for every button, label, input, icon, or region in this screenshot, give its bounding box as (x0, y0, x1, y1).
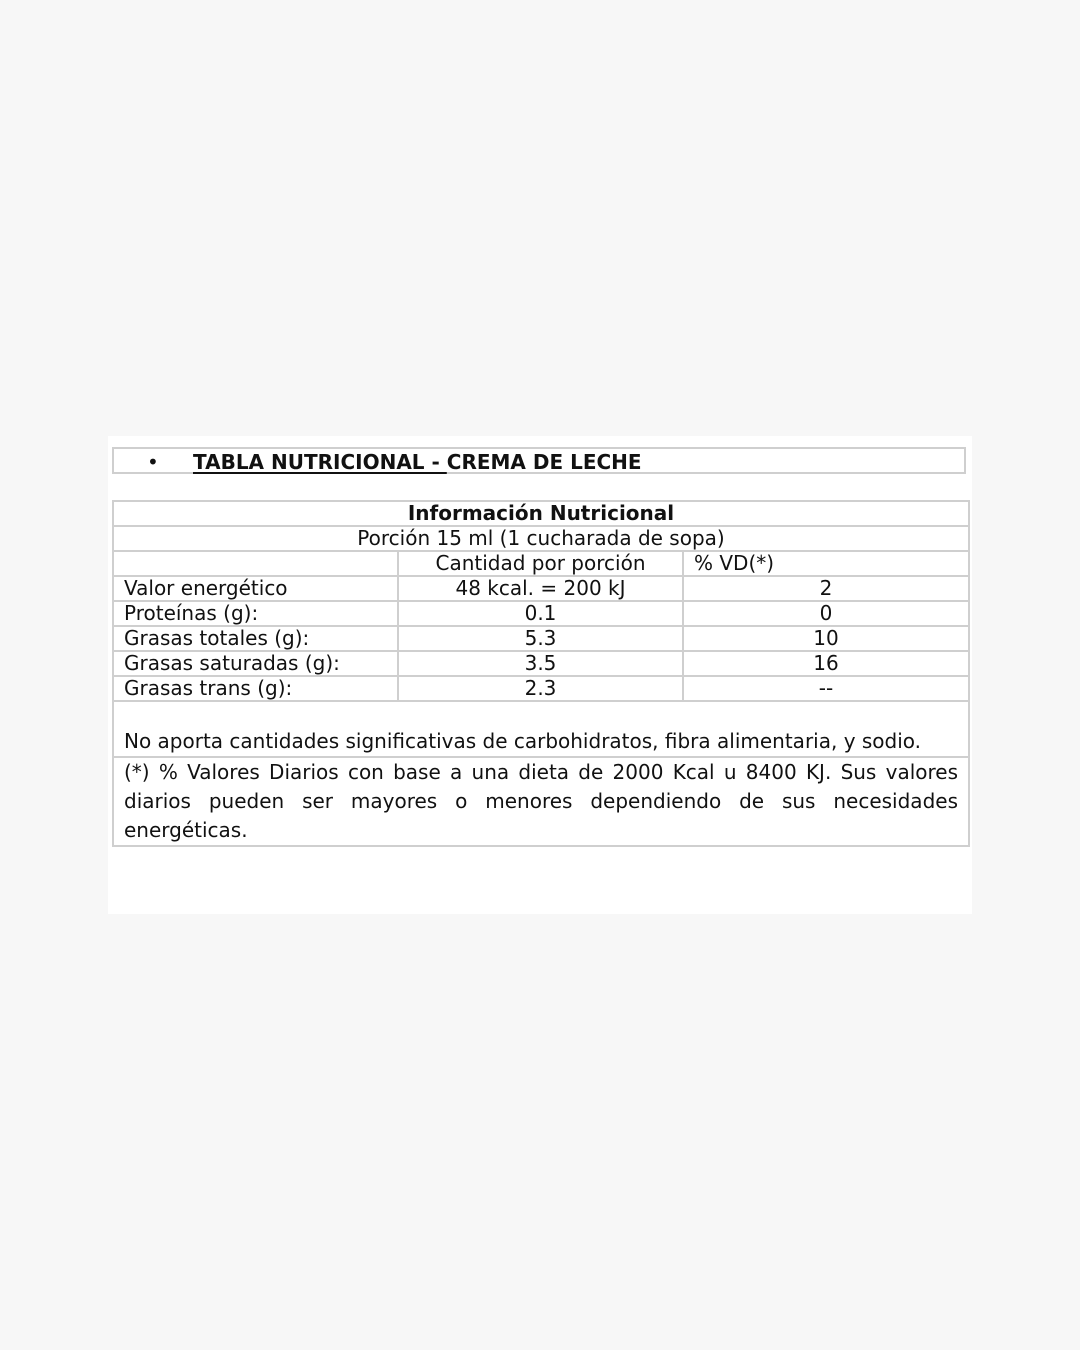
table-row (113, 601, 969, 626)
row-amount: 2.3 (398, 676, 683, 701)
row-vd: -- (683, 676, 969, 701)
table-row (113, 626, 969, 651)
note-row (113, 701, 969, 757)
page-title (193, 450, 642, 474)
row-vd: 2 (683, 576, 969, 601)
column-header-amount: Cantidad por porción (398, 551, 683, 576)
note-row (113, 757, 969, 846)
table-heading-row (113, 501, 969, 526)
row-label: Grasas trans (g): (113, 676, 398, 701)
row-vd: 16 (683, 651, 969, 676)
title-product: CREMA DE LECHE (446, 450, 642, 474)
nutrition-table (112, 500, 970, 847)
row-label: Proteínas (g): (113, 601, 398, 626)
bullet-icon: • (147, 450, 159, 474)
row-label: Grasas totales (g): (113, 626, 398, 651)
column-header-empty (113, 551, 398, 576)
column-header-vd: % VD(*) (683, 551, 969, 576)
row-label: Grasas saturadas (g): (113, 651, 398, 676)
table-row (113, 676, 969, 701)
column-header-row (113, 551, 969, 576)
title-box (112, 447, 966, 474)
portion-text: Porción 15 ml (1 cucharada de sopa) (113, 526, 969, 551)
title-underlined: TABLA NUTRICIONAL - (193, 450, 447, 474)
row-amount: 5.3 (398, 626, 683, 651)
row-vd: 10 (683, 626, 969, 651)
note-daily-values: (*) % Valores Diarios con base a una dieta de 2000 Kcal u 8400 KJ. Sus valores diarios pueden ser mayores o menores dependiendo de sus necesidades energéticas. (113, 757, 969, 846)
row-label: Valor energético (113, 576, 398, 601)
row-amount: 48 kcal. = 200 kJ (398, 576, 683, 601)
table-row (113, 576, 969, 601)
row-amount: 0.1 (398, 601, 683, 626)
row-vd: 0 (683, 601, 969, 626)
note-carbohydrates: No aporta cantidades significativas de carbohidratos, fibra alimentaria, y sodio. (113, 701, 969, 757)
row-amount: 3.5 (398, 651, 683, 676)
portion-row (113, 526, 969, 551)
table-row (113, 651, 969, 676)
table-heading: Información Nutricional (113, 501, 969, 526)
